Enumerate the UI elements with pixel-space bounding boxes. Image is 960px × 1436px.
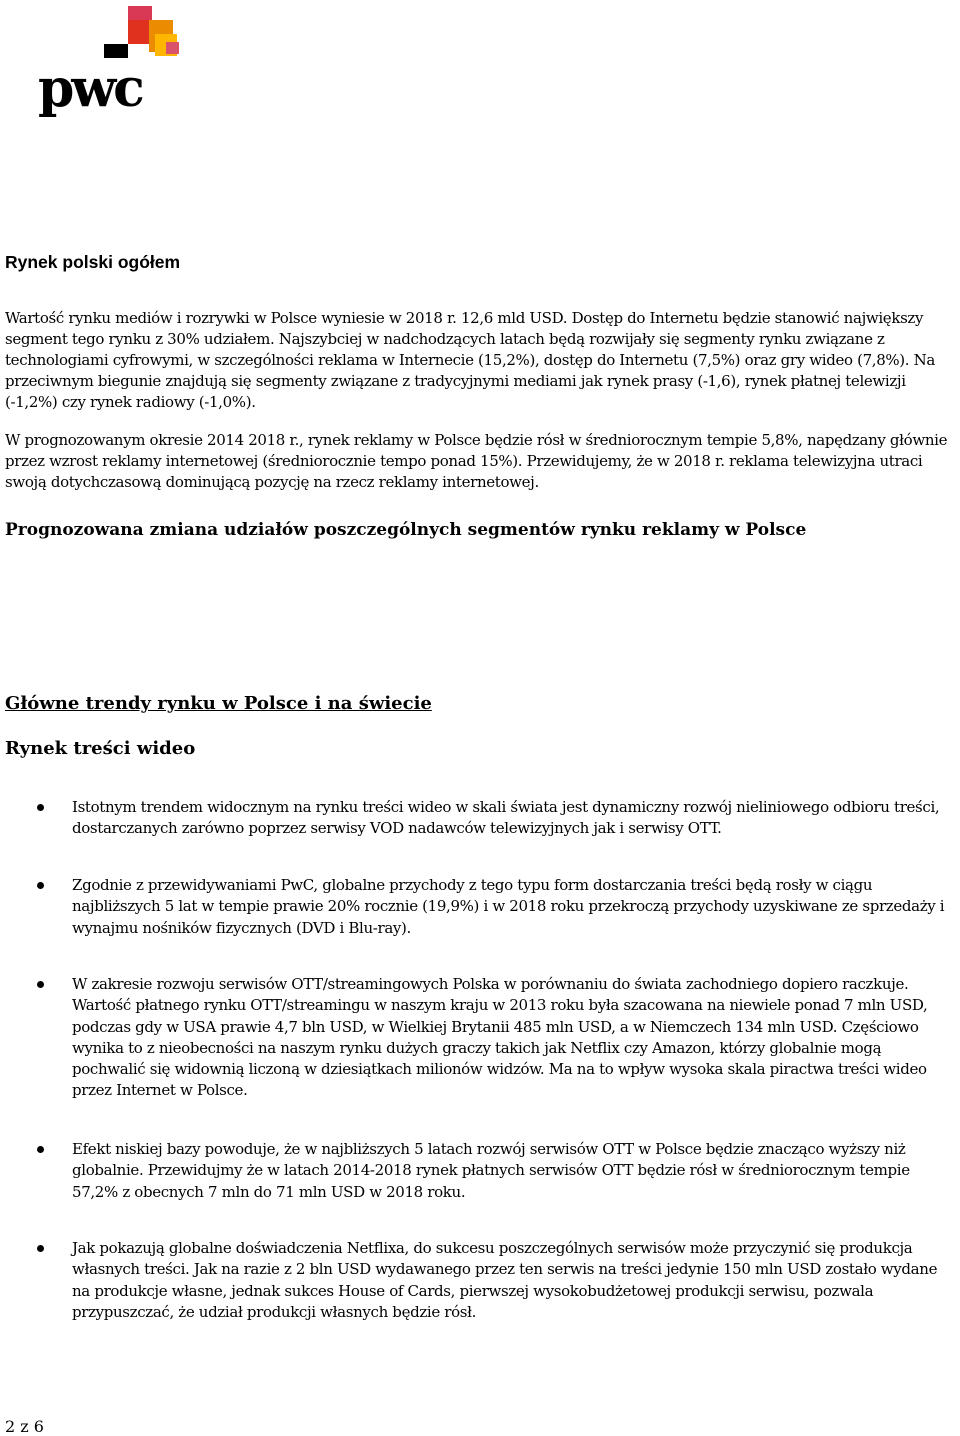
page-number: 2 z 6	[5, 1417, 44, 1436]
logo-block-pink	[166, 42, 179, 54]
market-paragraph-1: Wartość rynku mediów i rozrywki w Polsce wyniesie w 2018 r. 12,6 mld USD. Dostęp do Internetu będzie stanowić największy segment tego rynku z 30% udziałem. Najszybciej w nadchodzących latach będą rozwijały się segmenty rynku związane z technologiami cyfrowymi, w szczególności reklama w Internecie (15,2%), dostęp do Internetu (7,5%) oraz gry wideo (7,8%). Na przeciwnym biegunie znajdują się segmenty związane z tradycyjnymi mediami jak rynek prasy (-1,6), rynek płatnej telewizji (-1,2%) czy rynek radiowy (-1,0%).	[5, 309, 935, 411]
chart-heading: Prognozowana zmiana udziałów poszczególnych segmentów rynku reklamy w Polsce	[5, 520, 807, 540]
bullet-text: Efekt niskiej bazy powoduje, że w najbliższych 5 latach rozwój serwisów OTT w Polsce będzie znacząco wyższy niż globalnie. Przewidujmy że w latach 2014-2018 rynek płatnych serwisów OTT będzie rósł w średniorocznym tempie 57,2% z obecnych 7 mln do 71 mln USD w 2018 roku.	[72, 1140, 910, 1201]
logo-block-dark	[104, 44, 128, 58]
bullet-text: Istotnym trendem widocznym na rynku treści wideo w skali świata jest dynamiczny rozwój nieliniowego odbioru treści, dostarczanych zarówno poprzez serwisy VOD nadawców telewizyjnych jak i serwisy OTT.	[72, 798, 940, 838]
market-paragraph-2: W prognozowanym okresie 2014 2018 r., rynek reklamy w Polsce będzie rósł w średniorocznym tempie 5,8%, napędzany głównie przez wzrost reklamy internetowej (średniorocznie tempo ponad 15%). Przewidujemy, że w 2018 r. reklama telewizyjna utraci swoją dotychczasową dominującą pozycję na rzecz reklamy internetowej.	[5, 431, 948, 491]
subheading-video-market: Rynek treści wideo	[5, 738, 196, 759]
bullet-text: W zakresie rozwoju serwisów OTT/streamingowych Polska w porównaniu do świata zachodniego dopiero raczkuje. Wartość płatnego rynku OTT/streamingu w naszym kraju w 2013 roku była szacowana na niewiele ponad 7 mln USD, podczas gdy w USA prawie 4,7 bln USD, w Wielkiej Brytanii 485 mln USD, a w Niemczech 134 mln USD. Częściowo wynika to z nieobecności na naszym rynku dużych graczy takich jak Netflix czy Amazon, którzy globalnie mogą pochwalić się widownią liczoną w dziesiątkach milionów widzów. Ma na to wpływ wysoka skala piractwa treści wideo przez Internet w Polsce.	[72, 975, 928, 1100]
pwc-logo	[38, 6, 180, 118]
bullet-icon	[37, 882, 44, 889]
bullet-icon	[37, 1146, 44, 1153]
bullet-icon	[37, 804, 44, 811]
logo-wordmark: pwc	[38, 58, 142, 118]
bullet-text: Jak pokazują globalne doświadczenia Netflixa, do sukcesu poszczególnych serwisów może przyczynić się produkcja własnych treści. Jak na razie z 2 bln USD wydawanego przez ten serwis na treści jedynie 150 mln USD zostało wydane na produkcje własne, jednak sukces House of Cards, pierwszej wysokobudżetowej produkcji serwisu, pozwala przypuszczać, że udział produkcji własnych będzie rósł.	[72, 1239, 938, 1321]
bullet-text: Zgodnie z przewidywaniami PwC, globalne przychody z tego typu form dostarczania treści będą rosły w ciągu najbliższych 5 lat w tempie prawie 20% rocznie (19,9%) i w 2018 roku przekroczą przychody uzyskiwane ze sprzedaży i wynajmu nośników fizycznych (DVD i Blu-ray).	[72, 876, 945, 937]
bullet-icon	[37, 1245, 44, 1252]
section-heading-market: Rynek polski ogółem	[5, 252, 181, 272]
section-heading-trends: Główne trendy rynku w Polsce i na świecie	[5, 693, 432, 714]
bullet-icon	[37, 981, 44, 988]
pwc-logo-graphic	[38, 6, 180, 118]
